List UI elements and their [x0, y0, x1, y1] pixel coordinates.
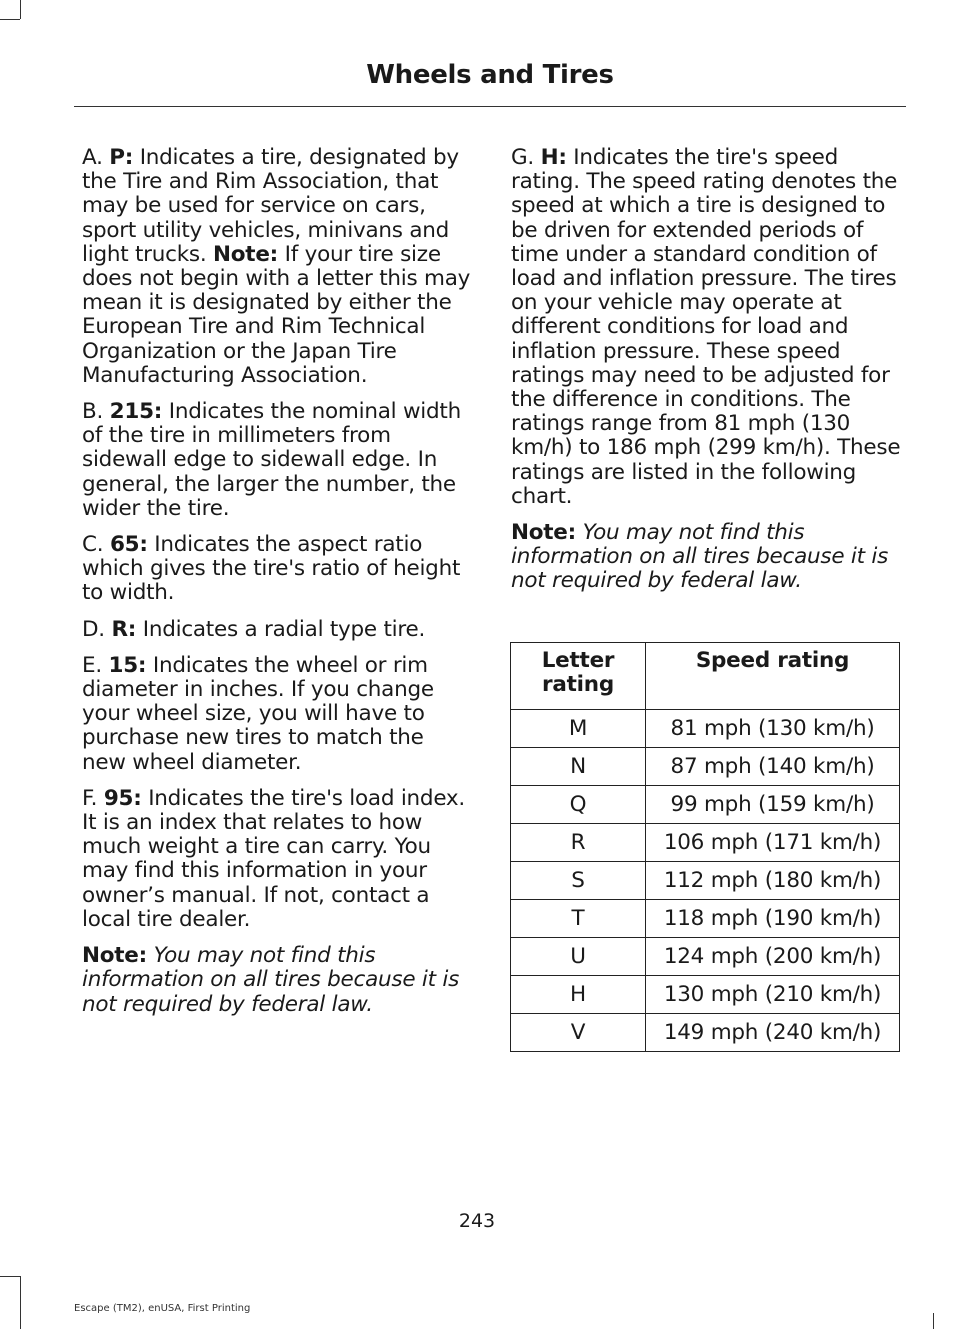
crop-mark	[20, 1276, 21, 1329]
speed-cell: 112 mph (180 km/h)	[646, 862, 900, 900]
definition-paragraph: B. 215: Indicates the nominal width of the tire in millimeters from sidewall edge to sidewall edge. In general, the larger the number, the wider the tire.	[82, 399, 461, 521]
table-row	[511, 786, 900, 824]
table-row	[511, 862, 900, 900]
speed-cell: 118 mph (190 km/h)	[646, 900, 900, 938]
note-paragraph: Note: You may not find this information on all tires because it is not required by federal law.	[511, 520, 889, 594]
speed-cell: 99 mph (159 km/h)	[646, 786, 900, 824]
table-header-row	[511, 643, 900, 710]
crop-mark	[20, 0, 21, 19]
letter-cell: R	[511, 824, 646, 862]
crop-mark	[0, 19, 20, 20]
table-row	[511, 824, 900, 862]
speed-cell: 81 mph (130 km/h)	[646, 710, 900, 748]
letter-cell: N	[511, 748, 646, 786]
speed-cell: 87 mph (140 km/h)	[646, 748, 900, 786]
table-row	[511, 900, 900, 938]
letter-cell: Q	[511, 786, 646, 824]
column-header-speed-rating: Speed rating	[646, 643, 900, 710]
table-row	[511, 938, 900, 976]
letter-cell: M	[511, 710, 646, 748]
letter-cell: H	[511, 976, 646, 1014]
speed-rating-table	[510, 642, 900, 1052]
footer-text: Escape (TM2), enUSA, First Printing	[74, 1303, 251, 1314]
definition-paragraph: G. H: Indicates the tire's speed rating. The speed rating denotes the speed at which a tire is designed to be driven for extended periods of time under a standard condition of load and inflation pressure. The tires on your vehicle may operate at different conditions for load and inflation pressure. These speed ratings may need to be adjusted for the difference in conditions. The ratings range from 81 mph (130 km/h) to 186 mph (299 km/h). These ratings are listed in the following chart.	[511, 145, 901, 509]
note-paragraph: Note: You may not find this information on all tires because it is not required by federal law.	[82, 943, 460, 1017]
crop-mark	[0, 1276, 20, 1277]
letter-cell: S	[511, 862, 646, 900]
table-row	[511, 710, 900, 748]
right-column	[511, 146, 901, 606]
table-row	[511, 1014, 900, 1052]
page-title: Wheels and Tires	[366, 60, 614, 90]
letter-cell: T	[511, 900, 646, 938]
crop-mark	[933, 1313, 934, 1329]
header-divider	[74, 106, 906, 107]
speed-cell: 130 mph (210 km/h)	[646, 976, 900, 1014]
definition-paragraph: C. 65: Indicates the aspect ratio which gives the tire's ratio of height to width.	[82, 532, 461, 606]
table-row	[511, 976, 900, 1014]
definition-paragraph: F. 95: Indicates the tire's load index. It is an index that relates to how much weight a tire can carry. You may find this information in your owner’s manual. If not, contact a local tire dealer.	[82, 785, 465, 932]
letter-cell: V	[511, 1014, 646, 1052]
speed-cell: 149 mph (240 km/h)	[646, 1014, 900, 1052]
left-column	[82, 146, 472, 1029]
definition-paragraph: E. 15: Indicates the wheel or rim diameter in inches. If you change your wheel size, you will have to purchase new tires to match the new wheel diameter.	[82, 652, 434, 775]
speed-cell: 124 mph (200 km/h)	[646, 938, 900, 976]
speed-cell: 106 mph (171 km/h)	[646, 824, 900, 862]
page-number: 243	[458, 1210, 496, 1232]
column-header-letter-rating: Letter rating	[511, 643, 646, 710]
definition-paragraph: A. P: Indicates a tire, designated by the Tire and Rim Association, that may be used for service on cars, sport utility vehicles, minivans and light trucks. Note: If your tire size does not begin with a letter this may mean it is designated by either the European Tire and Rim Technical Organization or the Japan Tire Manufacturing Association.	[82, 145, 471, 388]
definition-paragraph: D. R: Indicates a radial type tire.	[82, 616, 426, 642]
table-row	[511, 748, 900, 786]
letter-cell: U	[511, 938, 646, 976]
